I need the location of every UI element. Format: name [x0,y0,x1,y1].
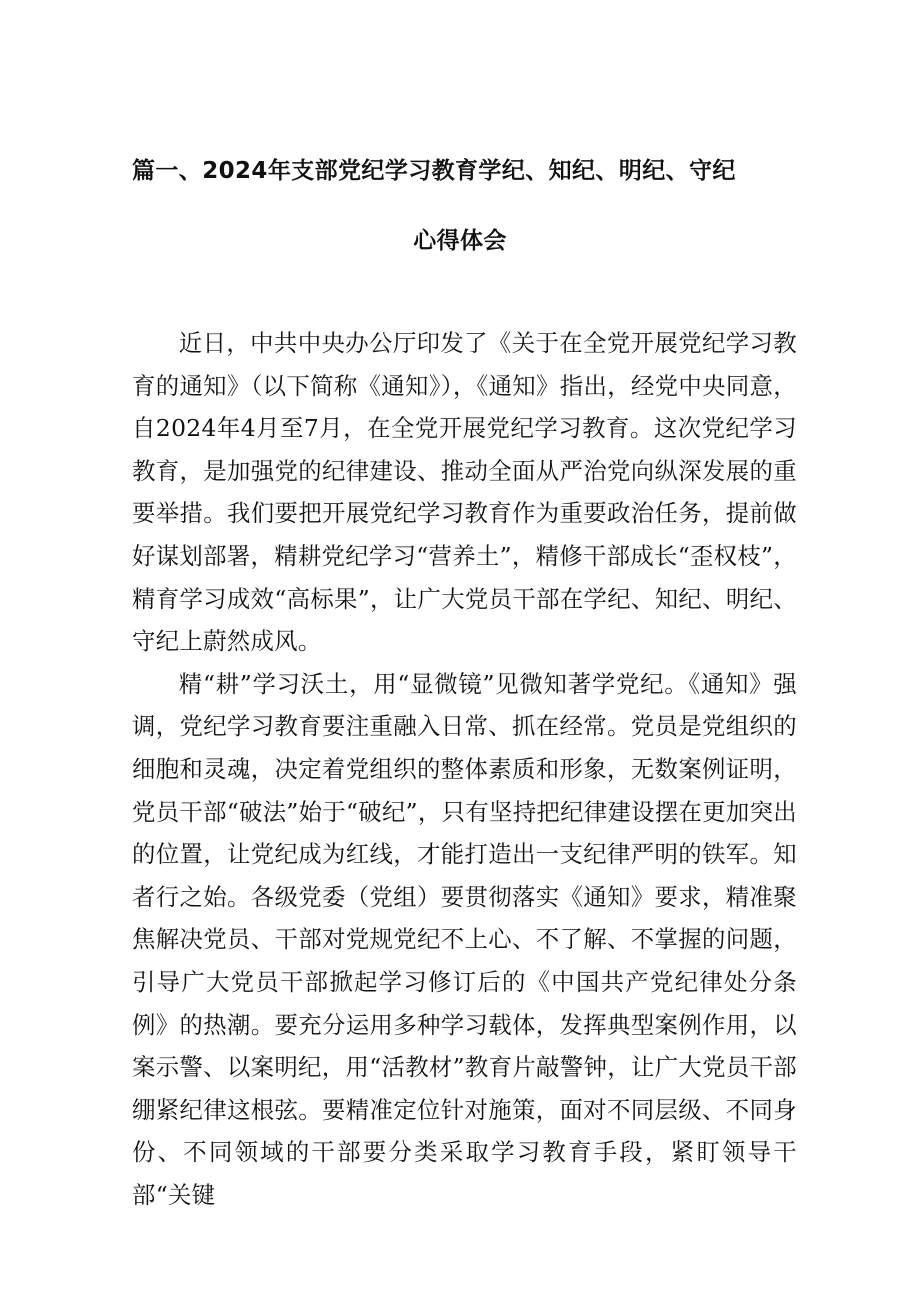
body-paragraph-2: 精“耕”学习沃土，用“显微镜”见微知著学党纪。《通知》强调，党纪学习教育要注重融入日常、抓在经常。党员是党组织的细胞和灵魂，决定着党组织的整体素质和形象，无数案例证明，党员干部“破法”始于“破纪”，只有坚持把纪律建设摆在更加突出的位置，让党纪成为红线，才能打造出一支纪律严明的铁军。知者行之始。各级党委（党组）要贯彻落实《通知》要求，精准聚焦解决党员、干部对党规党纪不上心、不了解、不掌握的问题，引导广大党员干部掀起学习修订后的《中国共产党纪律处分条例》的热潮。要充分运用多种学习载体，发挥典型案例作用，以案示警、以案明纪，用“活教材”教育片敲警钟，让广大党员干部绷紧纪律这根弦。要精准定位针对施策，面对不同层级、不同身份、不同领域的干部要分类采取学习教育手段，紧盯领导干部“关键 [132,669,797,1209]
body-paragraph-1: 近日，中共中央办公厅印发了《关于在全党开展党纪学习教育的通知》（以下简称《通知》），《通知》指出，经党中央同意，自2024年4月至7月，在全党开展党纪学习教育。这次党纪学习教育，是加强党的纪律建设、推动全面从严治党向纵深发展的重要举措。我们要把开展党纪学习教育作为重要政治任务，提前做好谋划部署，精耕党纪学习“营养土”，精修干部成长“歪权枝”，精育学习成效“高标果”，让广大党员干部在学纪、知纪、明纪、守纪上蔚然成风。 [132,329,797,656]
document-title-line-1: 篇一、2024年支部党纪学习教育学纪、知纪、明纪、守纪 [132,158,736,184]
document-body [132,322,797,1216]
document-title-line-2: 心得体会 [413,228,507,254]
